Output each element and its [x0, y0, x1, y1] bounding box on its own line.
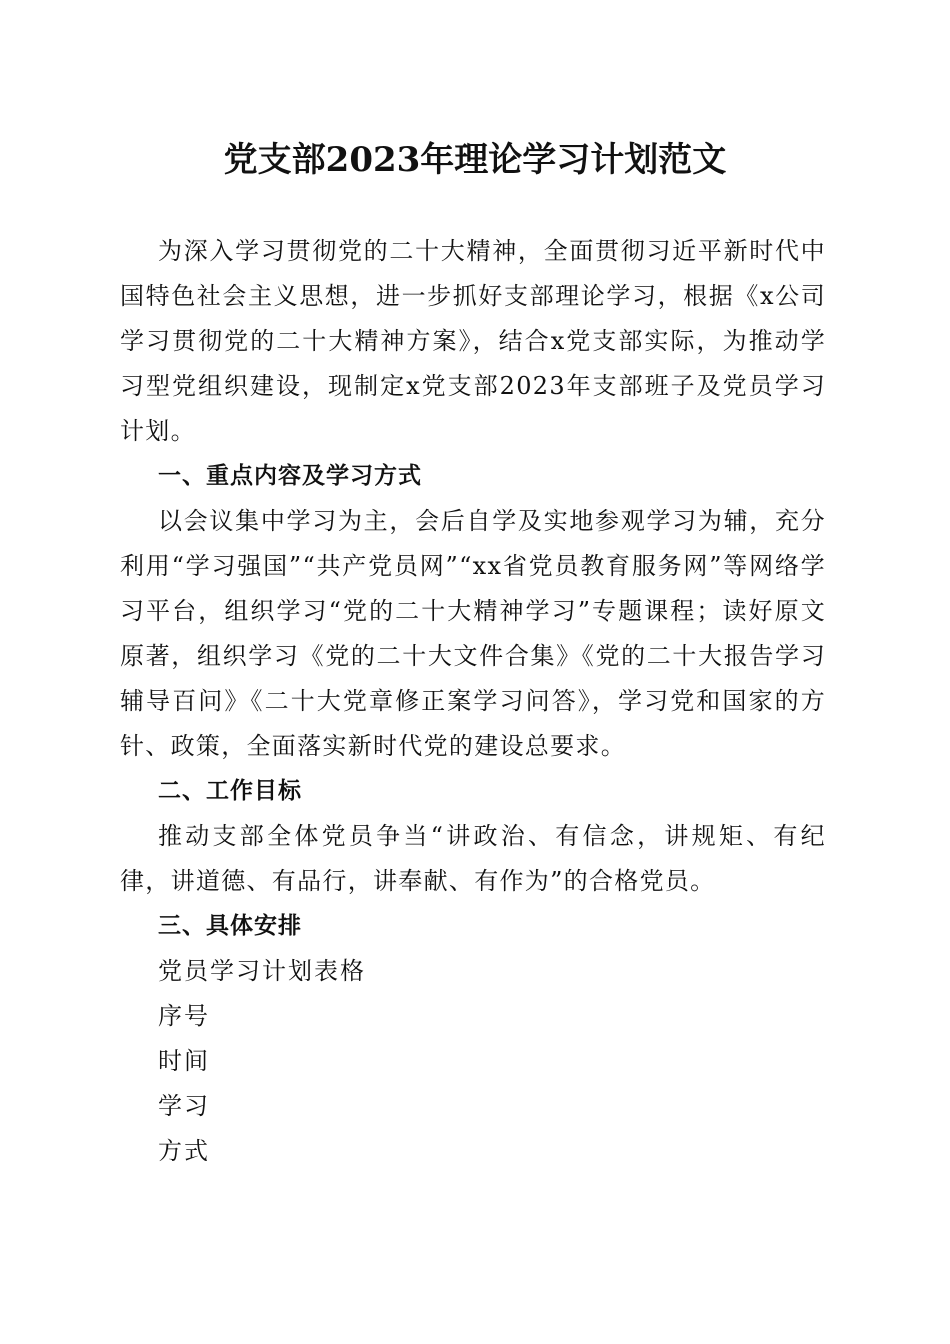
section-heading-goals: 二、工作目标: [158, 778, 302, 804]
table-column-header: 学习: [158, 1092, 210, 1120]
section-heading-arrangement: 三、具体安排: [158, 913, 302, 939]
table-column-header: 序号: [158, 1002, 210, 1030]
intro-paragraph: 为深入学习贯彻党的二十大精神，全面贯彻习近平新时代中国特色社会主义思想，进一步抓好支部理论学习，根据《x公司学习贯彻党的二十大精神方案》，结合x党支部实际，为推动学习型党组织建设，现制定x党支部2023年支部班子及党员学习计划。: [120, 237, 826, 445]
document-body: [120, 229, 826, 1174]
section-paragraph-key-content: 以会议集中学习为主，会后自学及实地参观学习为辅，充分利用“学习强国”“共产党员网”“xx省党员教育服务网”等网络学习平台，组织学习“党的二十大精神学习”专题课程；读好原文原著，组织学习《党的二十大文件合集》《党的二十大报告学习辅导百问》《二十大党章修正案学习问答》，学习党和国家的方针、政策，全面落实新时代党的建设总要求。: [120, 507, 826, 760]
table-caption: 党员学习计划表格: [158, 957, 366, 985]
document-title: 党支部2023年理论学习计划范文: [223, 140, 727, 180]
table-column-header: 方式: [158, 1137, 210, 1165]
section-heading-key-content: 一、重点内容及学习方式: [158, 463, 422, 489]
section-paragraph-goals: 推动支部全体党员争当“讲政治、有信念，讲规矩、有纪律，讲道德、有品行，讲奉献、有作为”的合格党员。: [120, 822, 826, 895]
table-column-header: 时间: [158, 1047, 210, 1075]
